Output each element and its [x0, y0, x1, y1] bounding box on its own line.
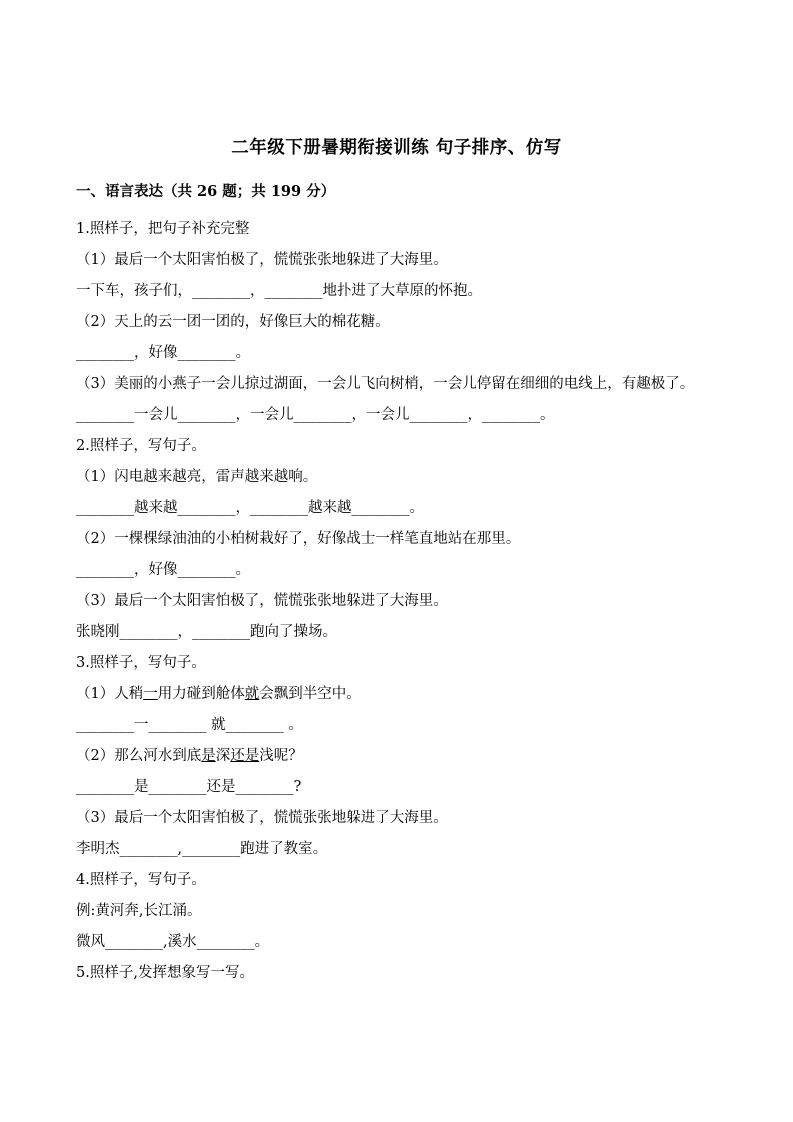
question-3-heading: 3.照样子，写句子。 — [76, 655, 206, 671]
fill-blank-line: ________一________ 就________ 。 — [76, 717, 303, 733]
fill-blank-line: ________，好像________。 — [76, 345, 250, 361]
fill-blank-line: ________一会儿________，一会儿________，一会儿________，________。 — [76, 407, 555, 423]
fill-blank-line: 微风________,溪水________。 — [76, 934, 270, 950]
underlined-word: 就 — [244, 686, 260, 702]
example-sentence: （3）最后一个太阳害怕极了，慌慌张张地躲进了大海里。 — [76, 810, 448, 826]
underlined-word: 是 — [201, 748, 216, 764]
underlined-word: 一 — [143, 686, 158, 702]
fill-blank-line: 张晓刚________，________跑向了操场。 — [76, 624, 337, 640]
example-sentence: （3）美丽的小燕子一会儿掠过湖面，一会儿飞向树梢，一会儿停留在细细的电线上，有趣极了。 — [76, 376, 695, 392]
question-4-heading: 4.照样子，写句子。 — [76, 872, 206, 888]
question-2-heading: 2.照样子，写句子。 — [76, 438, 206, 454]
example-sentence: （2）天上的云一团一团的，好像巨大的棉花糖。 — [76, 314, 390, 330]
example-sentence-underlined: （2）那么河水到底是深还是浅呢？ — [76, 748, 303, 764]
document-title: 二年级下册暑期衔接训练 句子排序、仿写 — [231, 138, 562, 158]
example-sentence: （2）一棵棵绿油油的小柏树栽好了，好像战士一样笔直地站在那里。 — [76, 531, 521, 547]
question-5-heading: 5.照样子,发挥想象写一写。 — [76, 965, 254, 981]
example-sentence: （1）最后一个太阳害怕极了，慌慌张张地躲进了大海里。 — [76, 252, 448, 268]
example-sentence: （1）闪电越来越亮，雷声越来越响。 — [76, 469, 318, 485]
question-list — [76, 218, 726, 993]
underlined-word: 还是 — [230, 748, 260, 764]
fill-blank-line: ________，好像________。 — [76, 562, 250, 578]
example-sentence: 例:黄河奔,长江涌。 — [76, 903, 202, 919]
fill-blank-line: 李明杰________,________跑进了教室。 — [76, 841, 328, 857]
question-1-heading: 1.照样子，把句子补充完整 — [76, 221, 250, 237]
fill-blank-line: 一下车，孩子们，________，________地扑进了大草原的怀抱。 — [76, 283, 482, 299]
fill-blank-line: ________越来越________，________越来越________。 — [76, 500, 424, 516]
section-heading: 一、语言表达（共 26 题；共 199 分） — [76, 183, 336, 200]
example-sentence-underlined: （1）人稍一用力碰到舱体就会飘到半空中。 — [76, 686, 361, 702]
fill-blank-line: ________是________还是________? — [76, 779, 302, 795]
example-sentence: （3）最后一个太阳害怕极了，慌慌张张地躲进了大海里。 — [76, 593, 448, 609]
